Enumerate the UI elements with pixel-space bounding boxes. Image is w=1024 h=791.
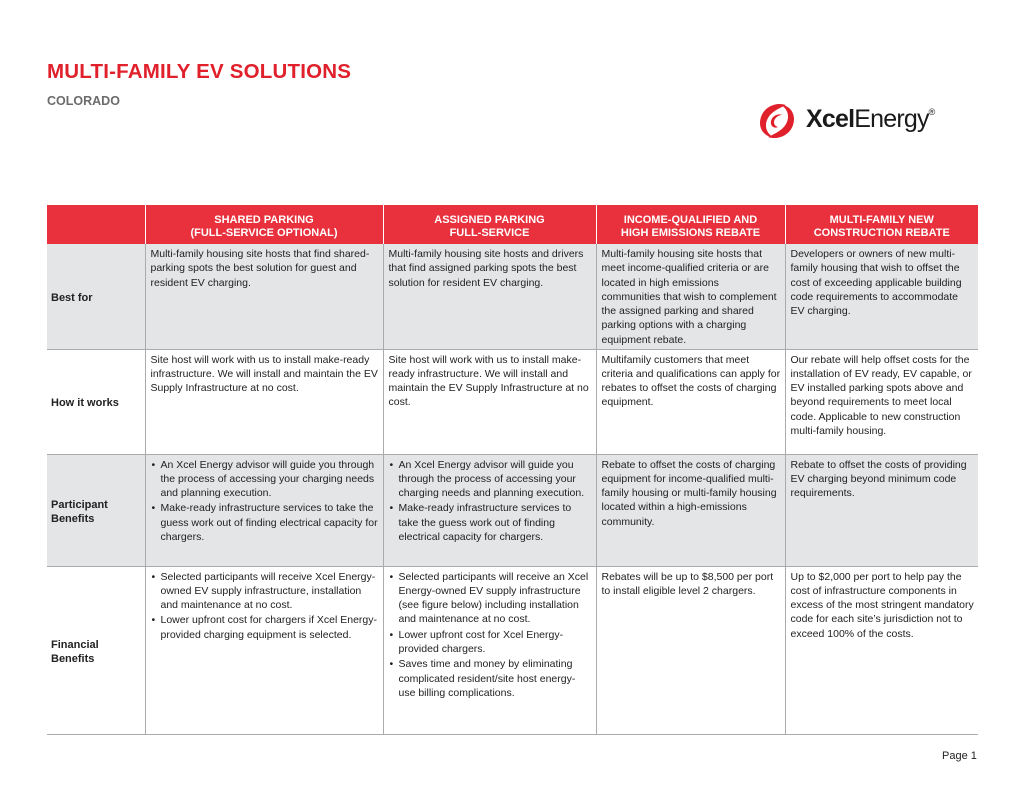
table-row-how-it-works: [47, 349, 978, 454]
list-item: • Lower upfront cost for Xcel Energy-provided chargers.: [389, 628, 592, 657]
logo-brand-bold: Xcel: [806, 105, 855, 133]
list-item: • Make-ready infrastructure services to take the guess work out of finding electrical capacity for chargers.: [151, 501, 379, 544]
table-cell: Our rebate will help offset costs for the installation of EV ready, EV capable, or EV installed parking spots above and beyond requirements to meet local code. Applicable to new construction multi-family housing.: [785, 349, 978, 454]
column-header-line: ASSIGNED PARKING: [434, 214, 545, 226]
row-label-how-it-works: How it works: [47, 349, 145, 454]
row-label-financial-benefits: Financial Benefits: [47, 566, 145, 734]
column-header-line: SHARED PARKING: [214, 214, 314, 226]
column-header-shared-parking: [145, 205, 383, 244]
column-header-assigned-parking: [383, 205, 596, 244]
table-cell: Multi-family housing site hosts and drivers that find assigned parking spots the best solution for resident EV charging.: [383, 244, 596, 349]
table-cell: Up to $2,000 per port to help pay the cost of infrastructure components in excess of the most stringent mandatory code for each site’s jurisdiction not to exceed 100% of the costs.: [785, 566, 978, 734]
table-cell: [383, 566, 596, 734]
table-cell: [145, 566, 383, 734]
list-item: • An Xcel Energy advisor will guide you through the process of accessing your charging needs and planning execution.: [151, 458, 379, 501]
bullet-list: [151, 458, 379, 545]
row-label-best-for: Best for: [47, 244, 145, 349]
table-cell: Multifamily customers that meet criteria and qualifications can apply for rebates to offset the costs of charging equipment.: [596, 349, 785, 454]
table-cell: Rebates will be up to $8,500 per port to install eligible level 2 chargers.: [596, 566, 785, 734]
xcel-energy-logo: [756, 101, 966, 141]
logo-registered-mark: ®: [928, 107, 936, 117]
table-cell: Multi-family housing site hosts that meet income-qualified criteria or are located in high emissions communities that wish to complement the assigned parking and shared parking options with a charging equipment rebate.: [596, 244, 785, 349]
list-item: • Saves time and money by eliminating complicated resident/site host energy-use billing complications.: [389, 657, 592, 700]
list-item: • Selected participants will receive Xcel Energy-owned EV supply infrastructure, installation and maintenance at no cost.: [151, 570, 379, 613]
table-cell: Developers or owners of new multi-family housing that wish to offset the cost of exceeding applicable building code requirements to accommodate EV charging.: [785, 244, 978, 349]
column-header-line: MULTI-FAMILY NEW: [829, 214, 934, 226]
list-item: • An Xcel Energy advisor will guide you through the process of accessing your charging needs and planning execution.: [389, 458, 592, 501]
column-header-line: (FULL-SERVICE OPTIONAL): [190, 227, 338, 239]
column-header-line: HIGH EMISSIONS REBATE: [620, 227, 761, 239]
column-header-line: CONSTRUCTION REBATE: [813, 227, 950, 239]
solutions-table: [47, 205, 978, 735]
column-header-line: INCOME-QUALIFIED AND: [623, 214, 758, 226]
list-item: • Selected participants will receive an Xcel Energy-owned EV supply infrastructure (see figure below) including installation and maintenance at no cost.: [389, 570, 592, 627]
bullet-list: [389, 458, 592, 545]
table-row-financial-benefits: [47, 566, 978, 734]
column-header-line: FULL-SERVICE: [449, 227, 530, 239]
table-cell: [145, 454, 383, 566]
table-header-row: [47, 205, 978, 244]
bullet-list: [389, 570, 592, 701]
header-blank-cell: [47, 205, 145, 244]
table-cell: [383, 454, 596, 566]
page-number: Page 1: [942, 750, 977, 762]
table-row-best-for: [47, 244, 978, 349]
list-item: • Lower upfront cost for chargers if Xcel Energy- provided charging equipment is selected.: [151, 613, 379, 642]
column-header-new-construction: [785, 205, 978, 244]
table-cell: Rebate to offset the costs of charging equipment for income-qualified multi-family housing or multi-family housing located within a high-emissions community.: [596, 454, 785, 566]
xcel-energy-swirl-logo-icon: [756, 101, 798, 141]
xcel-energy-wordmark: [806, 105, 935, 134]
table-cell: Rebate to offset the costs of providing EV charging beyond minimum code requirements.: [785, 454, 978, 566]
table-cell: Multi-family housing site hosts that find shared-parking spots the best solution for guest and resident EV charging.: [145, 244, 383, 349]
list-item: • Make-ready infrastructure services to take the guess work out of finding electrical capacity for chargers.: [389, 501, 592, 544]
column-header-income-qualified: [596, 205, 785, 244]
table-row-participant-benefits: [47, 454, 978, 566]
table-cell: Site host will work with us to install make-ready infrastructure. We will install and maintain the EV Supply Infrastructure at no cost.: [383, 349, 596, 454]
row-label-participant-benefits: Participant Benefits: [47, 454, 145, 566]
logo-brand-light: Energy: [854, 105, 929, 133]
bullet-list: [151, 570, 379, 642]
page-title: MULTI-FAMILY EV SOLUTIONS: [47, 60, 352, 83]
table-cell: Site host will work with us to install make-ready infrastructure. We will install and maintain the EV Supply Infrastructure at no cost.: [145, 349, 383, 454]
page-subtitle: COLORADO: [47, 94, 120, 108]
